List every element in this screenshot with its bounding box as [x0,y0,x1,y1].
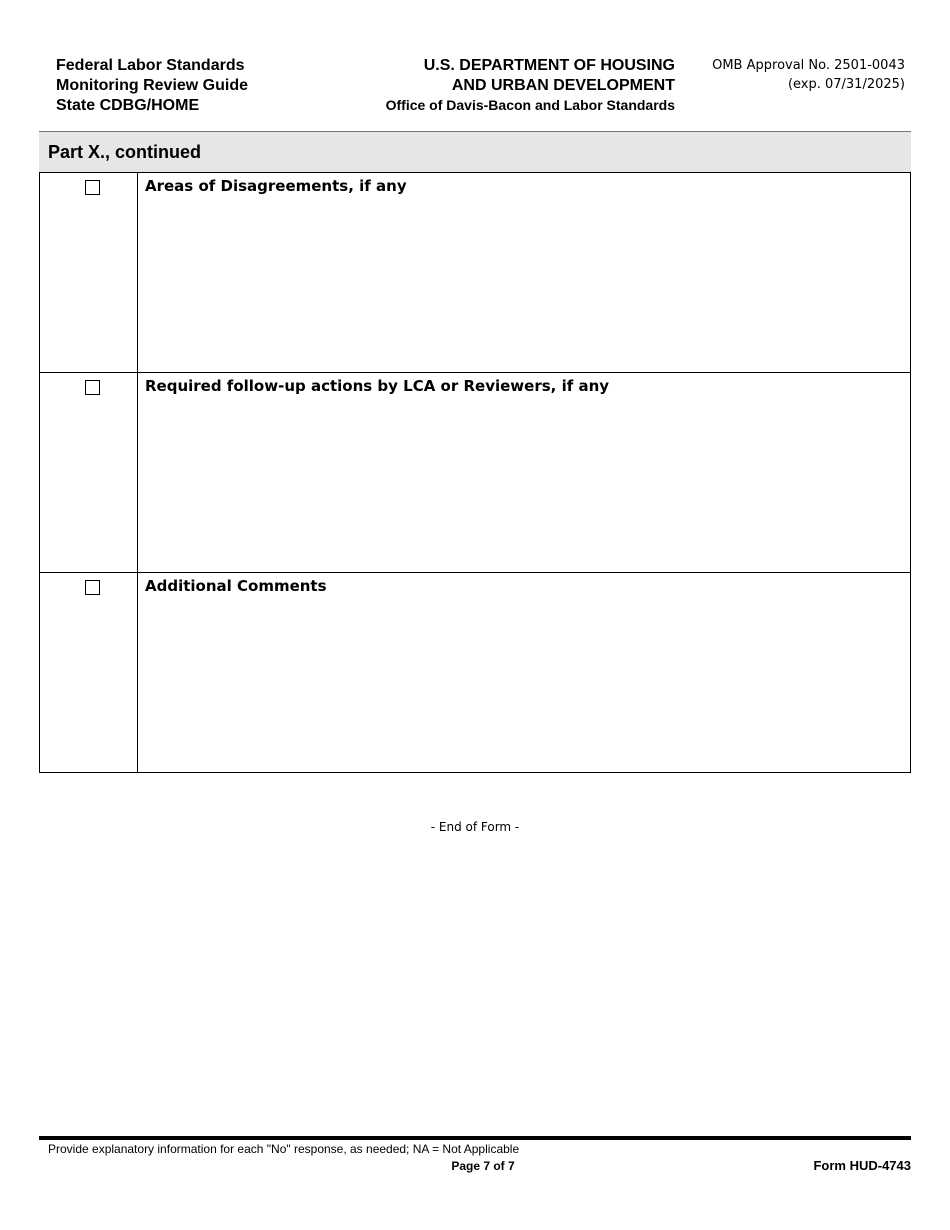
follow-up-label: Required follow-up actions by LCA or Reviewers, if any [145,377,610,395]
footer-note: Provide explanatory information for each "No" response, as needed; NA = Not Applicable [48,1142,520,1156]
omb-approval-block [685,56,905,94]
follow-up-checkbox[interactable] [85,380,100,395]
checkbox-cell [40,173,138,373]
form-number: Form HUD-4743 [813,1158,911,1173]
omb-approval-number: OMB Approval No. 2501-0043 [712,58,905,73]
additional-comments-checkbox[interactable] [85,580,100,595]
table-row [40,573,911,773]
comments-table [39,172,911,773]
agency-name-line-1: U.S. DEPARTMENT OF HOUSING [423,57,675,74]
footer-divider [39,1136,911,1140]
form-title-line-2: Monitoring Review Guide [56,77,249,94]
form-title-line-3: State CDBG/HOME [56,97,200,114]
agency-block [330,56,675,115]
form-title-block [56,56,316,116]
section-header [39,131,911,172]
additional-comments-field[interactable] [138,573,911,773]
table-row [40,373,911,573]
checkbox-cell [40,373,138,573]
office-name: Office of Davis-Bacon and Labor Standards [385,97,675,113]
end-of-form-text: - End of Form - [430,820,520,834]
section-title: Part X., continued [48,142,202,162]
disagreements-checkbox[interactable] [85,180,100,195]
disagreements-label: Areas of Disagreements, if any [145,177,407,195]
omb-expiration: (exp. 07/31/2025) [787,77,905,92]
agency-name-line-2: AND URBAN DEVELOPMENT [451,77,675,94]
form-title-line-1: Federal Labor Standards [56,57,245,74]
table-row [40,173,911,373]
page-number: Page 7 of 7 [451,1159,515,1173]
checkbox-cell [40,573,138,773]
follow-up-field[interactable] [138,373,911,573]
additional-comments-label: Additional Comments [145,577,327,595]
disagreements-field[interactable] [138,173,911,373]
